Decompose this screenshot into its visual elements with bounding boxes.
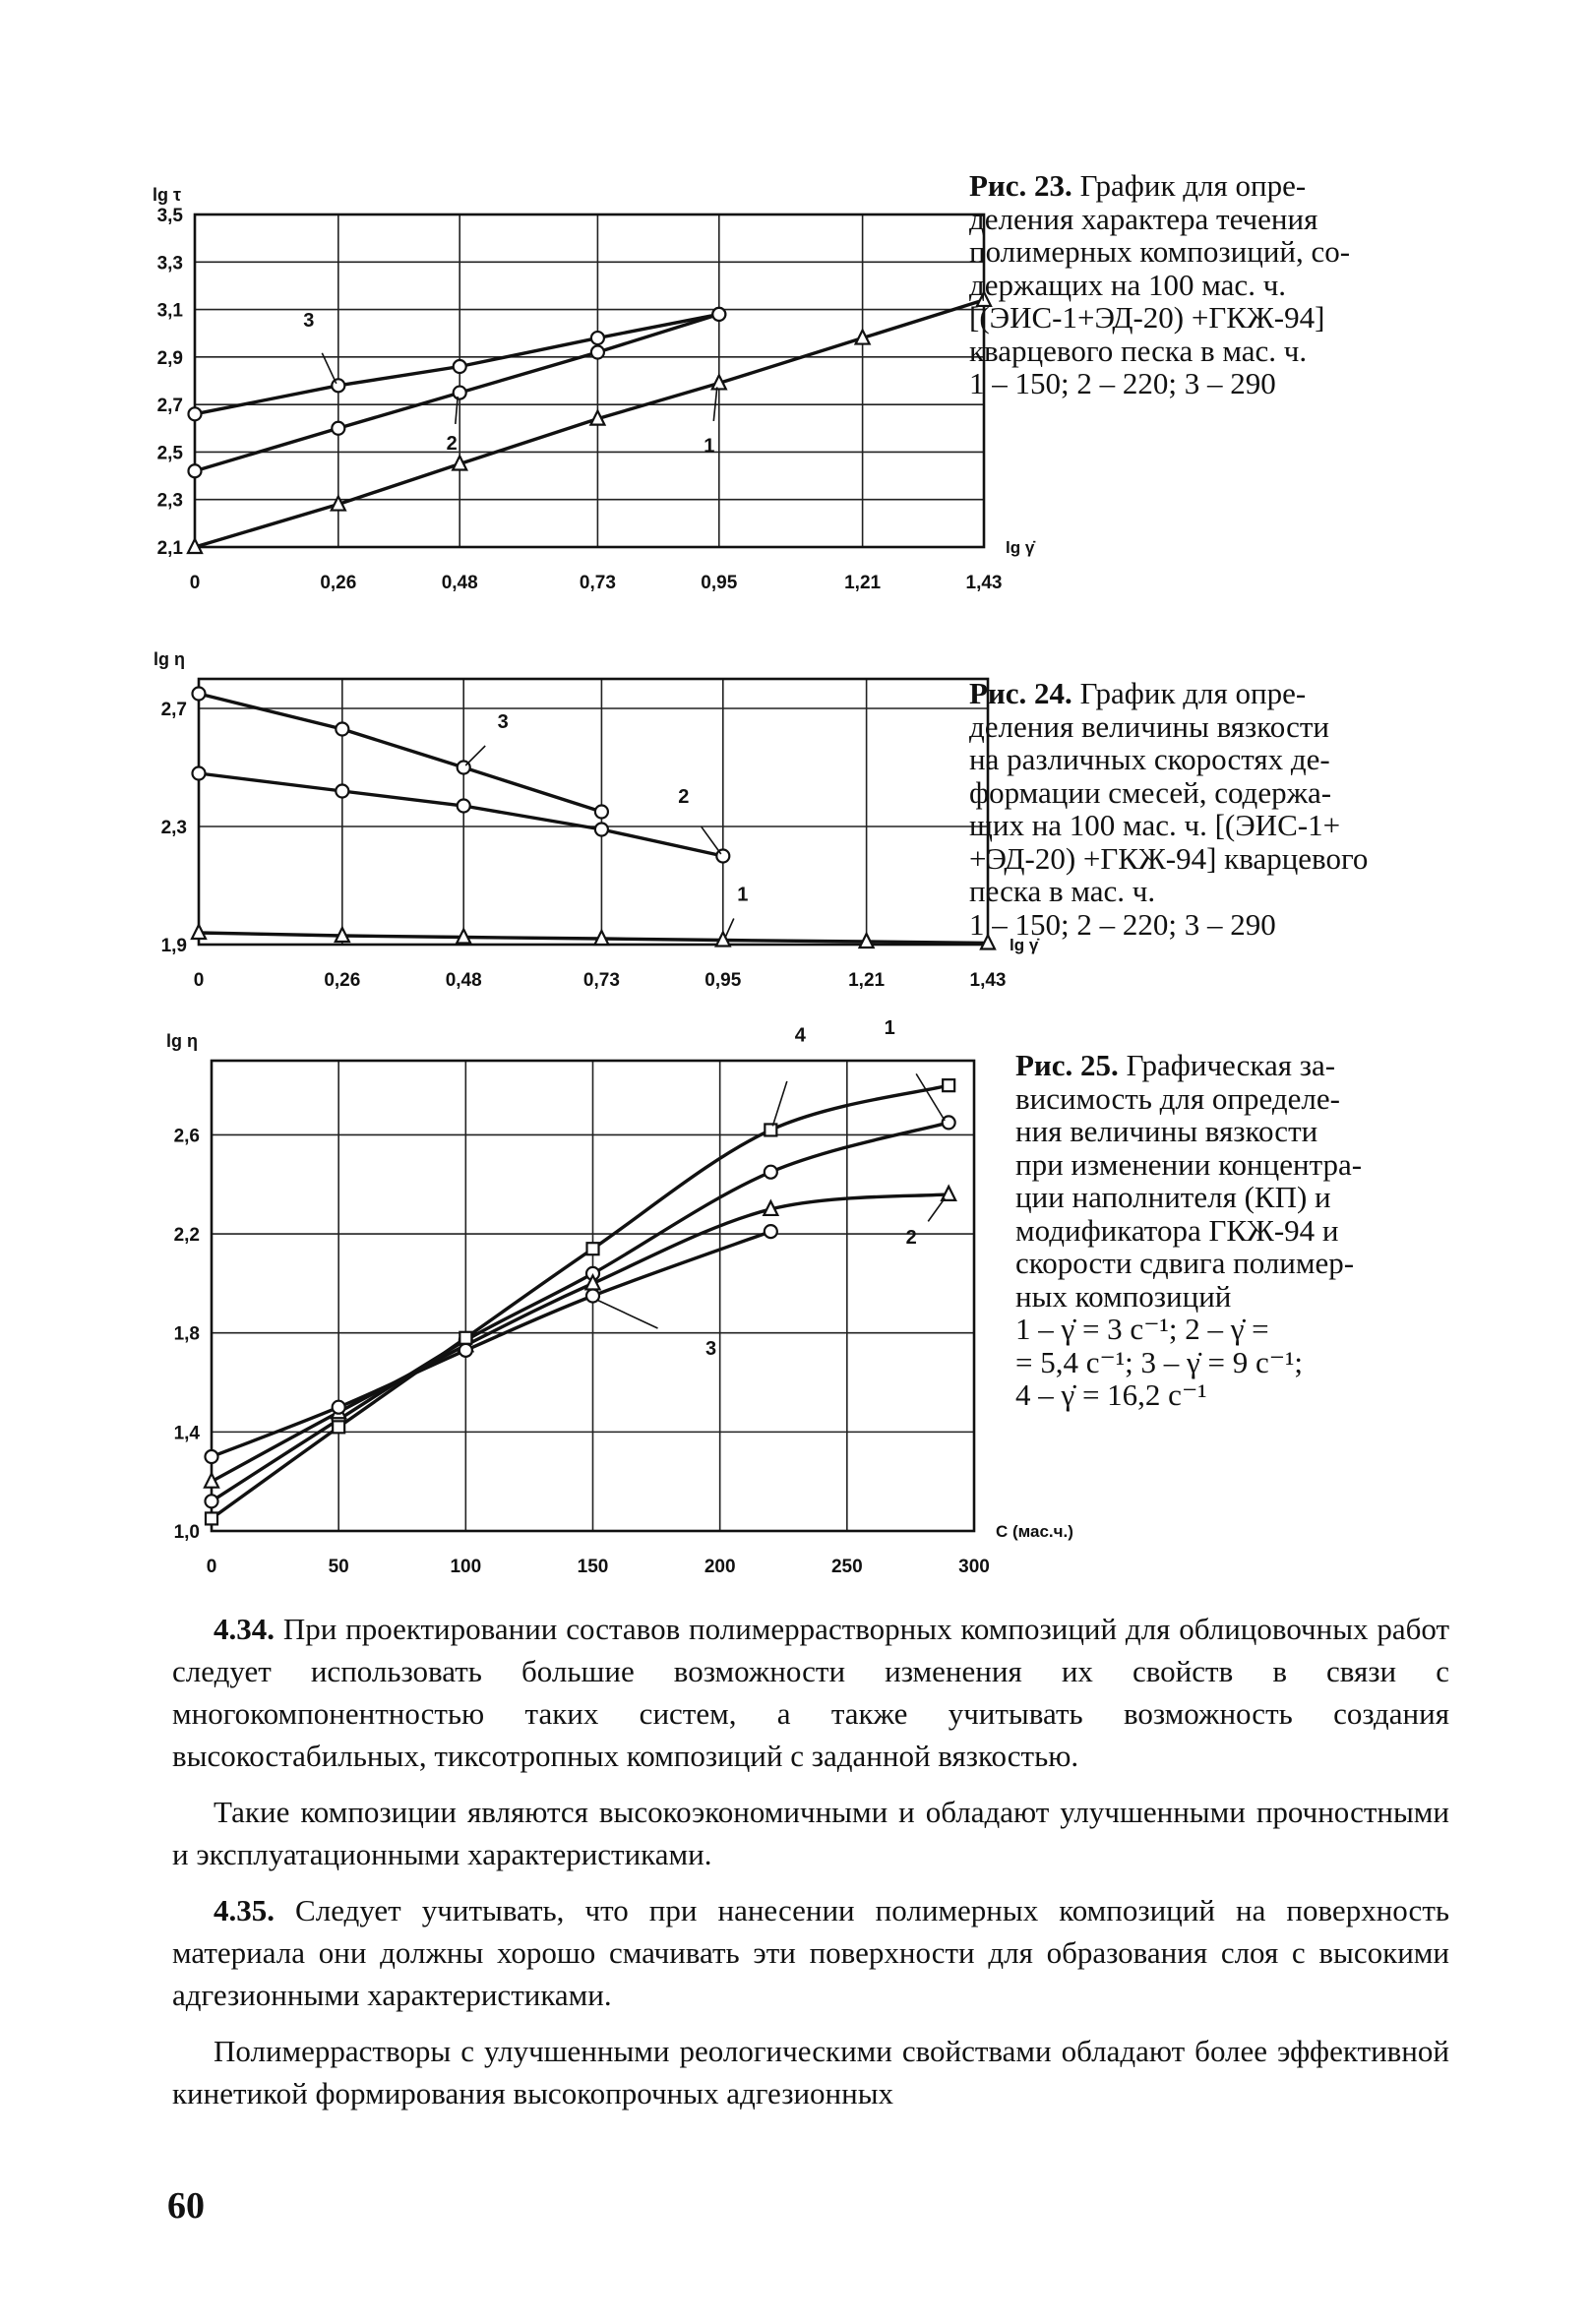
y-tick-label: 1,8 [173,1323,200,1345]
x-tick-label: 50 [328,1557,349,1577]
caption-line: висимость для определе- [1015,1080,1340,1116]
y-tick-label: 2,7 [156,396,183,417]
y-tick-label: 1,4 [173,1423,200,1444]
data-point [454,387,466,399]
y-axis-label: lg η [166,1031,198,1051]
x-axis-label: C (мас.ч.) [996,1522,1073,1541]
label-leader [928,1198,945,1222]
label-leader [597,1300,658,1328]
data-point [333,1401,345,1414]
caption-line: +ЭД-20) +ГКЖ-94] кварцевого [969,840,1369,876]
figure-25-label: Рис. 25. [1015,1048,1119,1082]
y-tick-label: 2,3 [160,818,187,838]
x-tick-label: 0,73 [579,573,616,593]
y-tick-label: 2,2 [173,1225,200,1247]
x-tick-label: 0,95 [704,970,742,991]
series-3 [206,1225,777,1463]
x-axis-label: lg γ̇ [1010,936,1039,954]
data-point [458,800,470,813]
y-tick-label: 3,3 [156,253,183,275]
figure-23-label: Рис. 23. [969,168,1072,203]
data-point [591,346,604,359]
paragraph [172,1791,1449,1875]
curve-label-2: 2 [678,786,690,808]
curve-label-3: 3 [497,711,509,733]
data-point [189,407,202,420]
page-number: 60 [167,2185,205,2227]
x-tick-label: 0 [206,1557,217,1577]
chart-grid [195,214,984,547]
series-2 [193,767,730,863]
caption-line: щих на 100 мас. ч. [(ЭИС-1+ [969,808,1341,842]
paragraph-text: Полимеррастворы с улучшенными реологическими свойствами обладают более эффективной кинетикой формирования высокопрочных адгезионных [172,2034,1449,2110]
data-point [193,688,206,701]
y-tick-label: 1,0 [173,1522,200,1543]
y-tick-label: 3,1 [156,300,183,322]
axis-labels [166,1031,1073,1577]
y-tick-label: 2,6 [173,1126,200,1147]
y-tick-label: 1,9 [160,936,187,956]
data-point [459,1344,472,1357]
caption-line: 1 – γ̇ = 3 с⁻¹; 2 – γ̇ = [1015,1312,1269,1346]
caption-line: модификатора ГКЖ-94 и [1015,1212,1339,1248]
x-tick-label: 0,26 [324,970,361,991]
x-tick-label: 0,48 [445,970,482,991]
data-point [336,723,348,736]
curve-label-4: 4 [794,1024,806,1047]
curve-label-1: 1 [737,884,749,906]
data-point [587,1243,599,1254]
y-axis-label: lg τ [152,185,181,205]
caption-line: 4 – γ̇ = 16,2 с⁻¹ [1015,1377,1207,1412]
caption-line: [(ЭИС-1+ЭД-20) +ГКЖ-94] [969,300,1325,335]
paragraph-4-35 [172,1889,1449,2016]
y-tick-label: 2,1 [156,538,183,559]
axis-labels [153,185,1036,593]
data-point [336,785,348,798]
label-leader [916,1073,945,1121]
x-tick-label: 0,26 [320,573,357,593]
caption-line: песка в мас. ч. [969,874,1156,908]
section-number: 4.35. [214,1893,275,1927]
caption-line: на различных скоростях де- [969,742,1330,776]
x-tick-label: 1,43 [969,970,1007,991]
caption-line: Графическая за- [1126,1048,1336,1082]
x-tick-label: 100 [450,1557,482,1577]
x-axis-label: lg γ̇ [1006,538,1035,557]
x-tick-label: 1,21 [844,573,882,593]
figure-24-caption [969,677,1441,941]
data-point [765,1124,776,1135]
plot-frame [199,679,988,945]
x-tick-label: 150 [577,1557,609,1577]
series-line-1 [212,1123,949,1501]
caption-line: 1 – 150; 2 – 220; 3 – 290 [969,366,1276,400]
caption-line: 1 – 150; 2 – 220; 3 – 290 [969,906,1276,942]
series-1 [206,1017,955,1507]
data-point [332,379,344,392]
caption-line: ции наполнителя (КП) и [1015,1180,1331,1214]
data-point [943,1079,954,1091]
y-tick-label: 2,5 [156,443,183,464]
series-line-3 [199,694,601,812]
paragraph-text: При проектировании составов полимеррастворных композиций для облицовочных работ следует использовать большие возможности изменения их свойств в связи с многокомпонентностью таких систем, а также учитывать возможность создания высокостабильных, тиксотропных композиций с заданной вязкостью. [172,1612,1450,1773]
caption-line: = 5,4 с⁻¹; 3 – γ̇ = 9 с⁻¹; [1015,1344,1303,1379]
paragraph-text: Такие композиции являются высокоэкономичными и обладают улучшенными прочностными и эксплуатационными характеристиками. [172,1795,1449,1871]
caption-line: при изменении концентра- [1015,1146,1363,1182]
x-tick-label: 0,73 [582,970,620,991]
caption-line: деления величины вязкости [969,708,1329,744]
data-point [193,767,206,780]
caption-line: График для опре- [1079,168,1307,203]
curve-label-2: 2 [446,433,458,456]
x-tick-label: 300 [958,1557,990,1577]
series-1 [192,885,995,949]
label-leader [772,1081,787,1127]
caption-line: скорости сдвига полимер- [1015,1246,1355,1280]
caption-line: держащих на 100 мас. ч. [969,267,1287,302]
data-point [595,806,608,819]
y-axis-label: lg η [153,649,185,669]
paragraph [172,2030,1449,2114]
series-4 [206,1024,954,1524]
figure-25-chart [108,1016,1122,1594]
x-tick-label: 1,21 [848,970,886,991]
y-tick-label: 2,7 [160,700,187,720]
body-text [172,1608,1449,2128]
x-tick-label: 0 [193,970,205,991]
y-tick-label: 3,5 [156,206,183,226]
paragraph-4-34 [172,1608,1449,1777]
x-tick-label: 0,95 [701,573,738,593]
data-point [595,824,608,836]
figure-24-label: Рис. 24. [969,676,1072,710]
caption-line: формации смесей, содержа- [969,774,1332,810]
data-point [333,1421,344,1433]
data-point [206,1495,218,1507]
data-point [765,1166,777,1179]
x-tick-label: 200 [704,1557,736,1577]
y-tick-label: 2,9 [156,347,183,369]
data-point [591,332,604,344]
x-tick-label: 0,48 [441,573,478,593]
data-point [206,1512,217,1524]
label-leader [725,919,734,939]
data-point [206,1450,218,1463]
section-number: 4.34. [214,1612,275,1646]
series-line-2 [199,773,723,856]
label-leader [702,826,721,854]
series-line-3 [212,1232,770,1457]
x-tick-label: 1,43 [965,573,1003,593]
curve-label-3: 3 [303,309,315,332]
x-tick-label: 250 [830,1557,863,1577]
y-tick-label: 2,3 [156,490,183,512]
data-point [459,1332,471,1344]
data-point [765,1225,777,1238]
x-tick-label: 0 [189,573,201,593]
curve-label-1: 1 [884,1016,895,1039]
figure-25-caption [1015,1049,1443,1412]
caption-line: кварцевого песка в мас. ч. [969,333,1308,368]
caption-line: ных композиций [1015,1278,1232,1314]
caption-line: полимерных композиций, со- [969,234,1351,269]
caption-line: ния величины вязкости [1015,1114,1318,1148]
data-point [943,1116,955,1129]
paragraph-text: Следует учитывать, что при нанесении полимерных композиций на поверхность материала они должны хорошо смачивать эти поверхности для образования слоя с высокими адгезионными характеристиками. [172,1893,1450,2012]
data-point [332,422,344,435]
caption-line: деления характера течения [969,201,1318,236]
data-point [712,308,725,321]
curve-label-2: 2 [905,1226,917,1249]
curve-label-1: 1 [704,435,715,458]
plot-frame [195,214,984,547]
chart-grid [199,679,988,945]
figure-23-caption [969,169,1441,400]
label-leader [456,397,458,424]
data-point [189,464,202,477]
caption-line: График для опре- [1079,676,1307,710]
curve-label-3: 3 [704,1338,717,1360]
label-leader [465,746,485,765]
data-point [454,360,466,373]
